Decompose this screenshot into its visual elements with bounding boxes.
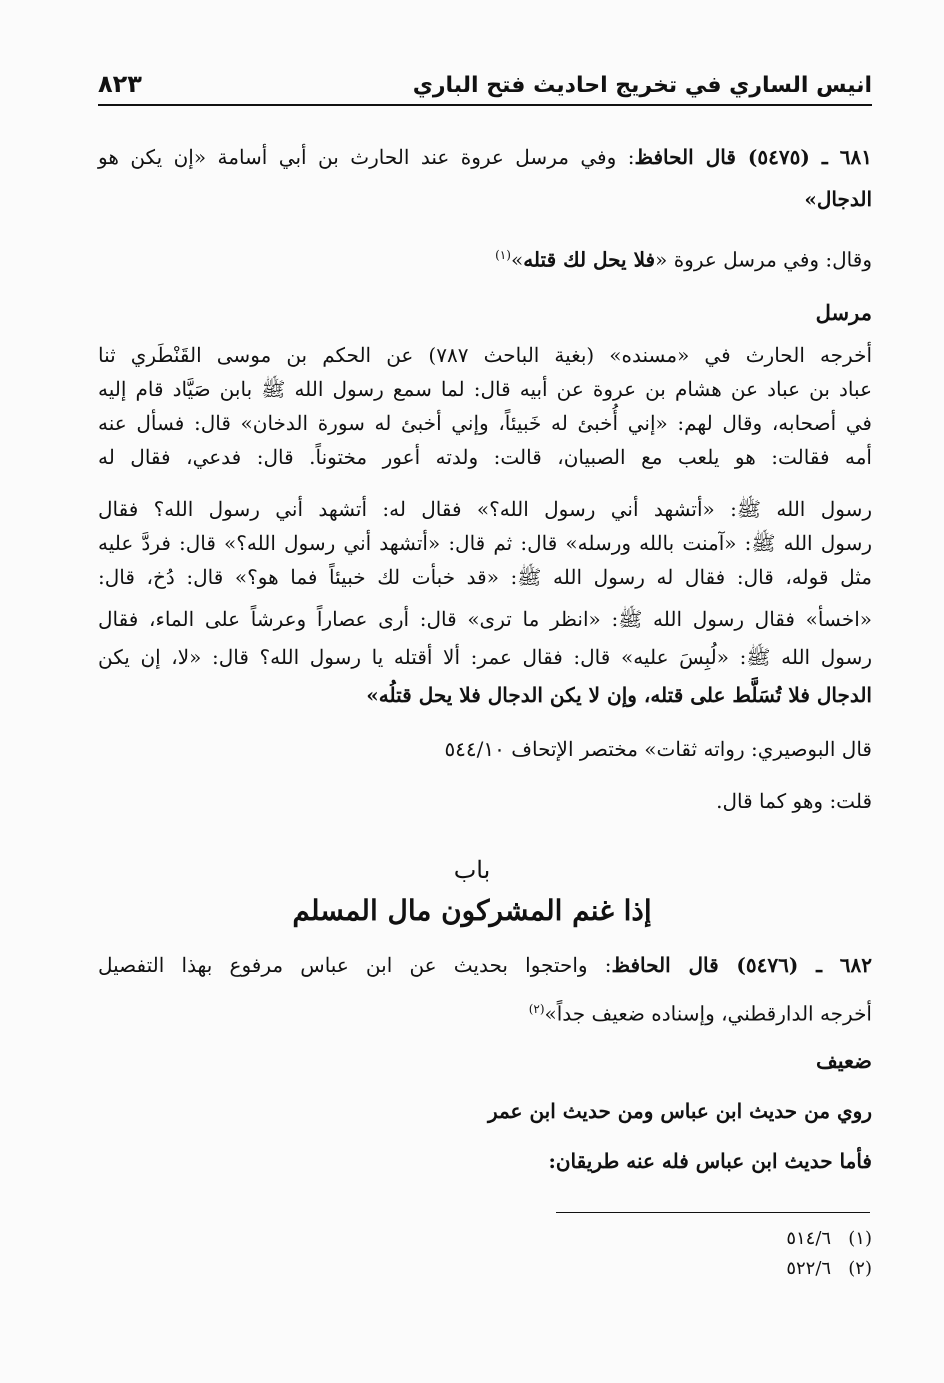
- footnote-ref-2: (٢): [528, 1002, 545, 1016]
- paragraph-line: «اخسأ» فقال رسول الله ﷺ: «انظر ما ترى» قال: أرى عصاراً وعرشاً على الماء، فقال: [98, 607, 872, 631]
- entry-681-label: ٦٨١ ـ (٥٤٧٥) قال الحافظ: [634, 145, 873, 169]
- footnote-1: (١) ٥١٤/٦: [786, 1228, 872, 1249]
- running-header: [98, 64, 872, 106]
- paragraph-line: رسول الله ﷺ: «لُبِسَ عليه» قال: فقال عمر: ألا أقتله يا رسول الله؟ قال: «لا، إن يكن: [98, 645, 872, 669]
- paragraph-line: أخرجه الحارث في «مسنده» (بغية الباحث ٧٨٧) عن الحكم بن موسى القَنْطَري ثنا: [98, 343, 872, 367]
- chapter-word: باب: [453, 856, 491, 884]
- footnote-ref-1: (١): [495, 248, 511, 262]
- paragraph-line: مثل قوله، قال: فقال له رسول الله ﷺ: «قد خبأت لك خبيئاً فما هو؟» قال: دُخ، قال:: [98, 565, 872, 589]
- paragraph-line: عباد بن عباد عن هشام بن عروة عن أبيه قال: لما سمع رسول الله ﷺ بابن صَيَّاد قام إليه: [98, 377, 872, 401]
- entry-681-line-3: وقال: وفي مرسل عروة «فلا يحل لك قتله»$^{(١)}$: [495, 247, 872, 272]
- entry-682-line-2: أخرجه الدارقطني، وإسناده ضعيف جداً»$^{(٢)}$: [528, 1001, 872, 1026]
- grade-daif: ضعيف: [815, 1048, 872, 1073]
- entry-681-line-1: [98, 142, 872, 172]
- footnote-2: (٢) ٥٢٢/٦: [786, 1258, 872, 1279]
- entry-681-line-2: الدجال»: [804, 187, 872, 211]
- paragraph-line: أمه فقالت: هو يلعب مع الصبيان، قالت: ولدته أعور مختوناً. قال: فدعي، فقال له: [98, 445, 872, 469]
- paragraph-line: في أصحابه، وقال لهم: «إني أُخبئ له خَبيئاً، وإني أخبئ له سورة الدخان» قال: فسأل عنه: [98, 411, 872, 435]
- entry-682-line-4: فأما حديث ابن عباس فله عنه طريقان:: [548, 1149, 872, 1173]
- chapter-title: إذا غنم المشركون مال المسلم: [292, 894, 652, 927]
- running-title: انيس الساري في تخريج احاديث فتح الباري: [412, 73, 872, 98]
- author-comment: قلت: وهو كما قال.: [716, 789, 872, 813]
- busiri-note: قال البوصيري: رواته ثقات» مختصر الإتحاف ٥٤٤/١٠: [444, 737, 872, 761]
- page-number: ٨٢٣: [98, 70, 142, 98]
- entry-682-line-3: روي من حديث ابن عباس ومن حديث ابن عمر: [487, 1099, 872, 1123]
- grade-mursal: مرسل: [815, 300, 872, 325]
- paragraph-line: الدجال فلا تُسَلَّط على قتله، وإن لا يكن الدجال فلا يحل قتلُه»: [366, 683, 872, 707]
- entry-681-quote: : وفي مرسل عروة عند الحارث بن أبي أسامة «إن يكن هو: [98, 145, 635, 169]
- footnote-divider: [556, 1212, 870, 1213]
- entry-682-label: ٦٨٢ ـ (٥٤٧٦) قال الحافظ: [611, 953, 872, 977]
- paragraph-line: رسول الله ﷺ: «أتشهد أني رسول الله؟» فقال له: أتشهد أني رسول الله؟ فقال: [98, 497, 872, 521]
- paragraph-line: رسول الله ﷺ: «آمنت بالله ورسله» قال: ثم قال: «أتشهد أني رسول الله؟» قال: فردَّ عليه: [98, 531, 872, 555]
- entry-682-line-1: ٦٨٢ ـ (٥٤٧٦) قال الحافظ: واحتجوا بحديث عن ابن عباس مرفوع بهذا التفصيل: [98, 953, 872, 977]
